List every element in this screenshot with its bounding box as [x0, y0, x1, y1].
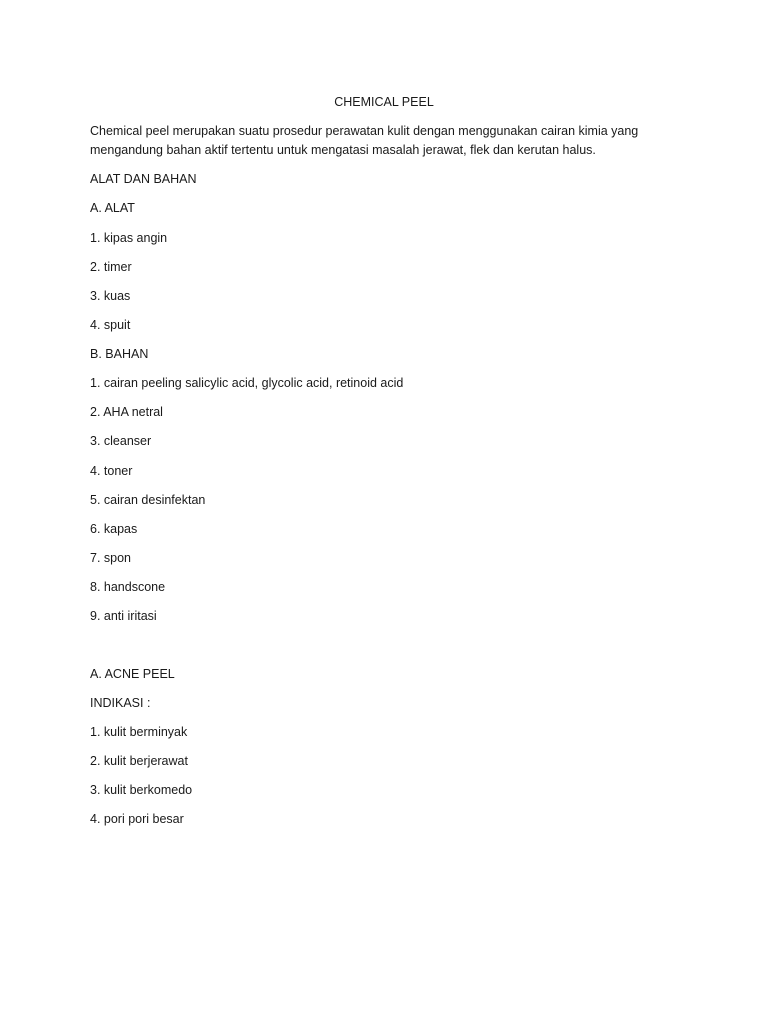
- indication-item: 1. kulit berminyak: [90, 725, 188, 739]
- material-item: 4. toner: [90, 464, 133, 478]
- material-item: 9. anti iritasi: [90, 609, 157, 623]
- material-item: 8. handscone: [90, 580, 166, 594]
- materials-heading: B. BAHAN: [90, 347, 149, 361]
- acne-peel-heading: A. ACNE PEEL: [90, 667, 175, 681]
- indications-heading: INDIKASI :: [90, 696, 151, 710]
- tools-heading: A. ALAT: [90, 201, 135, 215]
- document-title: CHEMICAL PEEL: [334, 95, 434, 109]
- material-item: 5. cairan desinfektan: [90, 493, 206, 507]
- intro-paragraph: [90, 122, 690, 160]
- indication-item: 4. pori pori besar: [90, 812, 184, 826]
- material-item: 1. cairan peeling salicylic acid, glycolic acid, retinoid acid: [90, 376, 404, 390]
- section-heading-tools-materials: ALAT DAN BAHAN: [90, 172, 197, 186]
- material-item: 3. cleanser: [90, 434, 152, 448]
- tool-item: 4. spuit: [90, 318, 131, 332]
- intro-line-1: Chemical peel merupakan suatu prosedur perawatan kulit dengan menggunakan cairan kimia yang: [90, 124, 639, 138]
- indication-item: 3. kulit berkomedo: [90, 783, 193, 797]
- material-item: 2. AHA netral: [90, 405, 163, 419]
- tool-item: 3. kuas: [90, 289, 131, 303]
- intro-line-2: mengandung bahan aktif tertentu untuk mengatasi masalah jerawat, flek dan kerutan halus.: [90, 143, 596, 157]
- material-item: 6. kapas: [90, 522, 138, 536]
- tool-item: 1. kipas angin: [90, 231, 168, 245]
- indication-item: 2. kulit berjerawat: [90, 754, 188, 768]
- tool-item: 2. timer: [90, 260, 132, 274]
- material-item: 7. spon: [90, 551, 132, 565]
